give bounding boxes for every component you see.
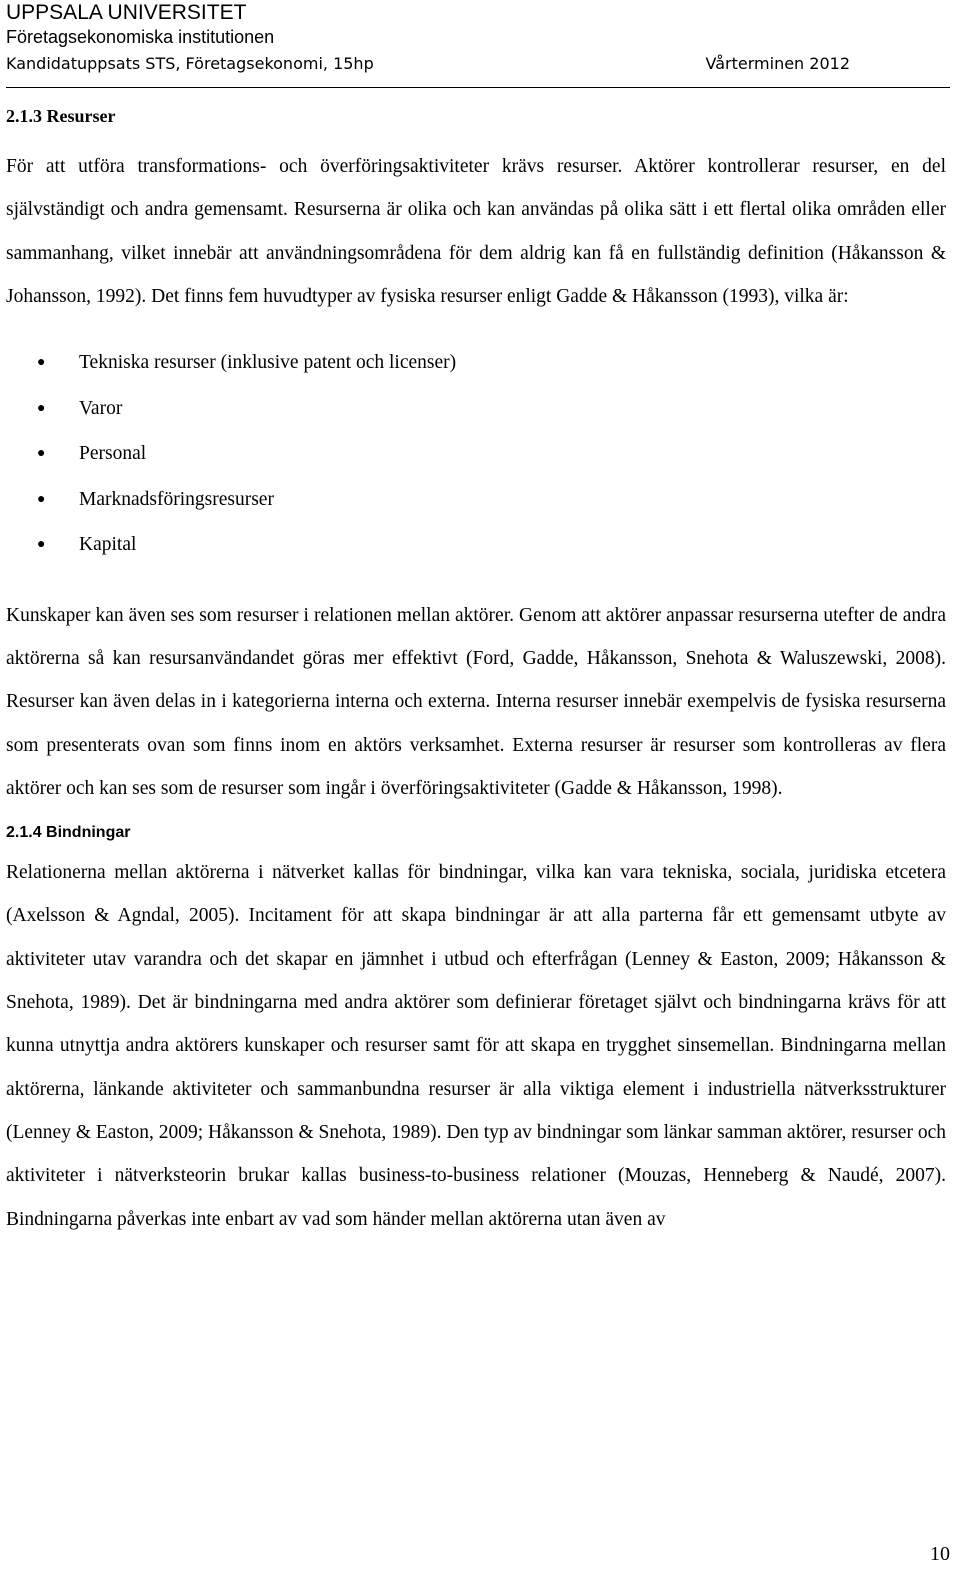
list-item-text: Varor (79, 397, 123, 419)
section-title-resources: 2.1.3 Resurser (6, 106, 116, 126)
page-header (6, 0, 950, 76)
list-item (6, 439, 946, 485)
list-item-text: Marknadsföringsresurser (79, 488, 274, 510)
bonds-paragraph: Relationerna mellan aktörerna i nätverket kallas för bindningar, vilka kan vara tekniska, sociala, juridiska etcetera (Axelsson & Agndal, 2005). Incitament för att skapa bindningar är att alla parterna får ett gemensamt utbyte av aktiviteter utav varandra och det skapar en jämnhet i utbud och efterfrågan (Lenney & Easton, 2009; Håkansson & Snehota, 1989). Det är bindningarna med andra aktörer som definierar företaget självt och bindningarna krävs för att kunna utnyttja andra aktörers kunskaper och resurser samt för att skapa en trygghet sinsemellan. Bindningarna mellan aktörerna, länkande aktiviteter och sammanbundna resurser är alla viktiga element i industriella nätverksstrukturer (Lenney & Easton, 2009; Håkansson & Snehota, 1989). Den typ av bindningar som länkar samman aktörer, resurser och aktiviteter i nätverksteorin brukar kallas business-to-business relationer (Mouzas, Henneberg & Naudé, 2007). Bindningarna påverkas inte enbart av vad som händer mellan aktörerna utan även av (6, 862, 946, 1230)
bullet-icon: ● (37, 446, 46, 462)
resources-paragraph-1: För att utföra transformations- och överföringsaktiviteter krävs resurser. Aktörer kontrollerar resurser, en del självständigt och andra gemensamt. Resurserna är olika och kan användas på olika sätt i ett flertal olika områden eller sammanhang, vilket innebär att användningsområdena för dem aldrig kan få en fullständig definition (Håkansson & Johansson, 1992). Det finns fem huvudtyper av fysiska resurser enligt Gadde & Håkansson (1993), vilka är: (6, 156, 946, 307)
list-item (6, 348, 946, 394)
page-content (6, 104, 946, 1241)
page-number: 10 (930, 1543, 950, 1565)
section-title-bonds: 2.1.4 Bindningar (6, 824, 131, 842)
thesis-info: Kandidatuppsats STS, Företagsekonomi, 15hp (6, 54, 374, 73)
department-name: Företagsekonomiska institutionen (6, 27, 275, 47)
list-item-text: Personal (79, 443, 147, 465)
university-name: UPPSALA UNIVERSITET (6, 1, 247, 24)
resources-paragraph-2: Kunskaper kan även ses som resurser i relationen mellan aktörer. Genom att aktörer anpassar resurserna utefter de andra aktörerna så kan resursanvändandet göras mer effektivt (Ford, Gadde, Håkansson, Snehota & Waluszewski, 2008). Resurser kan även delas in i kategorierna interna och externa. Interna resurser innebär exempelvis de fysiska resurserna som presenterats ovan som finns inom en aktörs verksamhet. Externa resurser är resurser som kontrolleras av flera aktörer och kan ses som de resurser som ingår i överföringsaktiviteter (Gadde & Håkansson, 1998). (6, 604, 946, 799)
list-item (6, 394, 946, 440)
bullet-icon: ● (37, 355, 46, 371)
resource-type-list (6, 348, 946, 576)
term-info: Vårterminen 2012 (705, 54, 850, 73)
list-item-text: Tekniska resurser (inklusive patent och licenser) (79, 352, 457, 374)
list-item (6, 485, 946, 531)
bullet-icon: ● (37, 537, 46, 553)
bullet-icon: ● (37, 400, 46, 416)
bullet-icon: ● (37, 491, 46, 507)
list-item-text: Kapital (79, 534, 137, 556)
header-rule (6, 87, 950, 88)
header-info-row (6, 52, 950, 76)
list-item (6, 530, 946, 576)
